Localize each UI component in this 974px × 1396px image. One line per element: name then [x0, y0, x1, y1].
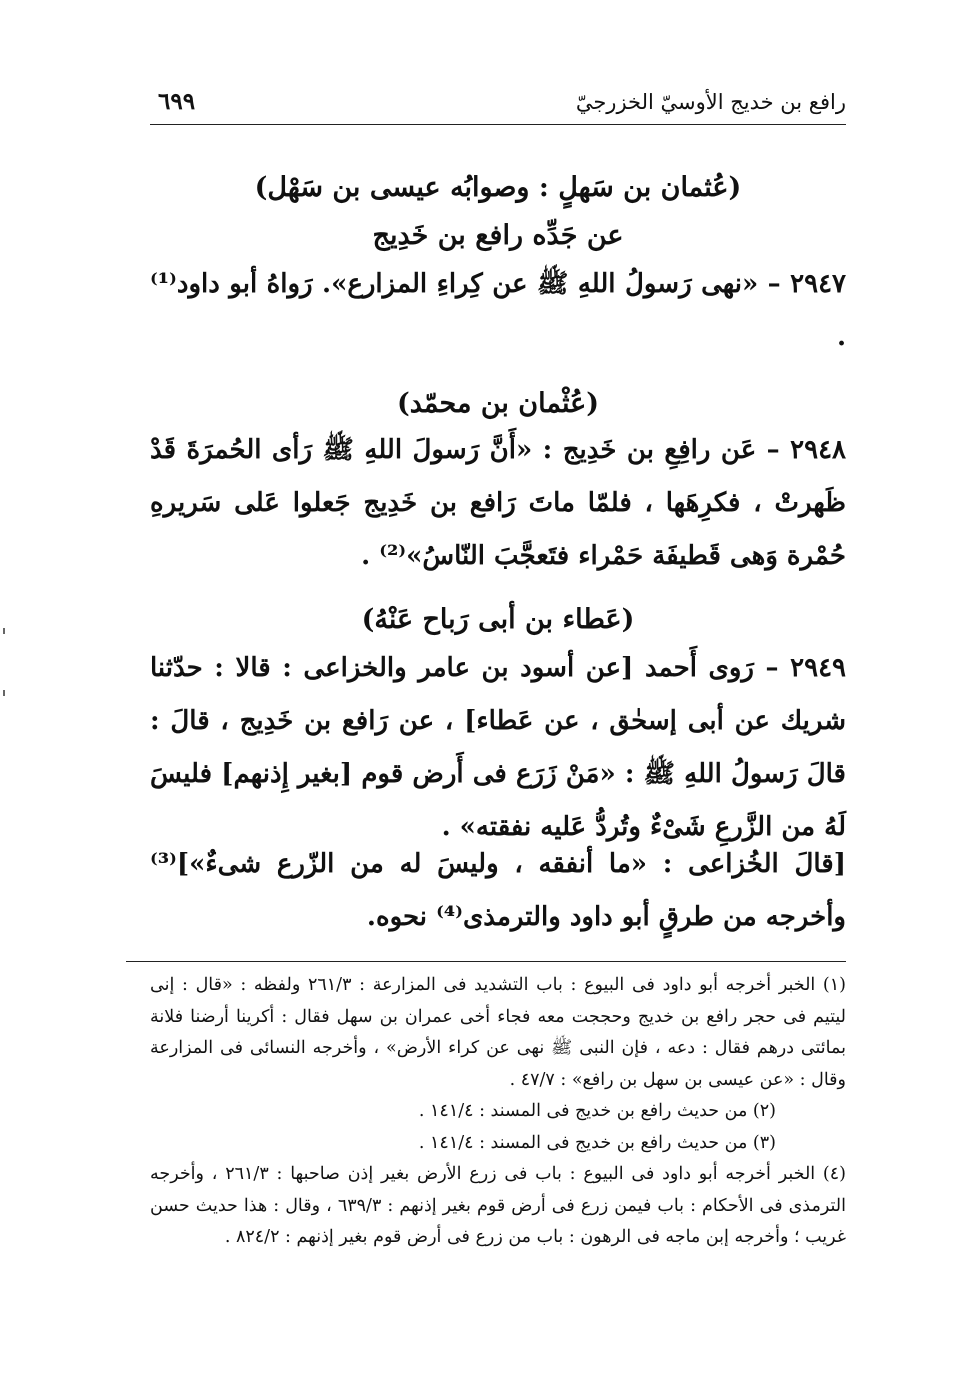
- footnote-4: (٤) الخبر أخرجه أبو داود فى البيوع : باب فى زرع الأرض بغير إذن صاحبها : ٢٦١/٣ ، وأخرجه الترمذى فى الأحكام : باب فيمن زرع فى أرض قوم بغير إذنهم : ٦٣٩/٣ ، وقال : هذا حديث حسن غريب ؛ وأخرجه إبن ماجه فى الرهون : باب من زرع فى أرض قوم بغير إذنهم : ٨٢٤/٢ .: [150, 1164, 847, 1247]
- hadith-paragraph: [قالَ الخُزاعى : «ما أنفقه ، وليسَ له من الزّرع شىءٌ»]⁽³⁾ وأخرجه من طرقٍ أبو داود والترمذى⁽⁴⁾ نحوه.: [150, 849, 846, 932]
- hadith-paragraph: ٢٩٤٧ – «نهى رَسولُ اللهِ ﷺ عن كِراءِ المزارع». رَواهُ أبو داود⁽¹⁾ .: [150, 269, 846, 352]
- running-head: [150, 84, 846, 125]
- footnote-divider: [126, 961, 846, 962]
- page-number: ٦٩٩: [158, 88, 196, 115]
- section-heading: (عُثمان بن سَهلٍ : وصوابُه عيسى بن سَهْل): [254, 172, 742, 203]
- running-head-title: رافع بن خديج الأوسيّ الخزرجيّ: [575, 90, 846, 114]
- section-subheading: عن جَدِّه رافع بن خَدِيج: [372, 220, 624, 251]
- scan-edge-mark: [3, 690, 5, 696]
- scan-edge-mark: [3, 628, 5, 634]
- footnote-1: (١) الخبر أخرجه أبو داود فى البيوع : باب التشديد فى المزارعة : ٢٦١/٣ ولفظه : «قال : إنى ليتيم فى حجر رافع بن خديج وحججت معه فجاء أخى عمران بن سهل فقال : أكرينا أرضنا فلانة بمائتى درهم فقال : دعه ، فإن النبى ﷺ نهى عن كراء الأرض» ، وأخرجه النسائى فى المزارعة وقال : «عن عيسى بن سهل بن رافع» : ٤٧/٧ .: [150, 975, 846, 1090]
- footnote-2: (٢) من حديث رافع بن خديج فى المسند : ١٤١/٤ .: [418, 1101, 776, 1121]
- footnotes: [150, 970, 846, 1254]
- section-heading: (عَطاء بن أبى رَباح عَنْهُ): [361, 604, 635, 635]
- hadith-paragraph: ٢٩٤٨ – عَن رافِعِ بن خَدِيج : «أَنَّ رَسولَ اللهِ ﷺ رَأى الحُمرَةَ قَدْ ظَهرتْ ، فكرِهَها ، فلمّا ماتَ رَافع بن خَدِيج جَعلوا عَلى سَريرهِ حُمْرة وَهى قَطيفَة حَمْراء فتَعجَّبَ النّاسُ»⁽²⁾ .: [150, 435, 846, 571]
- section-heading: (عُثْمان بن محمّد): [396, 388, 599, 419]
- footnote-3: (٣) من حديث رافع بن خديج فى المسند : ١٤١/٤ .: [418, 1132, 776, 1153]
- hadith-paragraph: ٢٩٤٩ – رَوى أَحمد [عن أسود بن عامر والخزاعى : قالا : حدّثنا شريك عن أبى إسحٰق ، عن عَطاء] ، عن رَافع بن خَدِيج ، قالَ : قالَ رَسولُ اللهِ ﷺ : «مَنْ زَرَع فى أَرض قوم [بغير إِذنهم] فليسَ لَهُ من الزَّرعِ شَىْءٌ وتُردُّ عَليه نفقته» .: [150, 653, 846, 842]
